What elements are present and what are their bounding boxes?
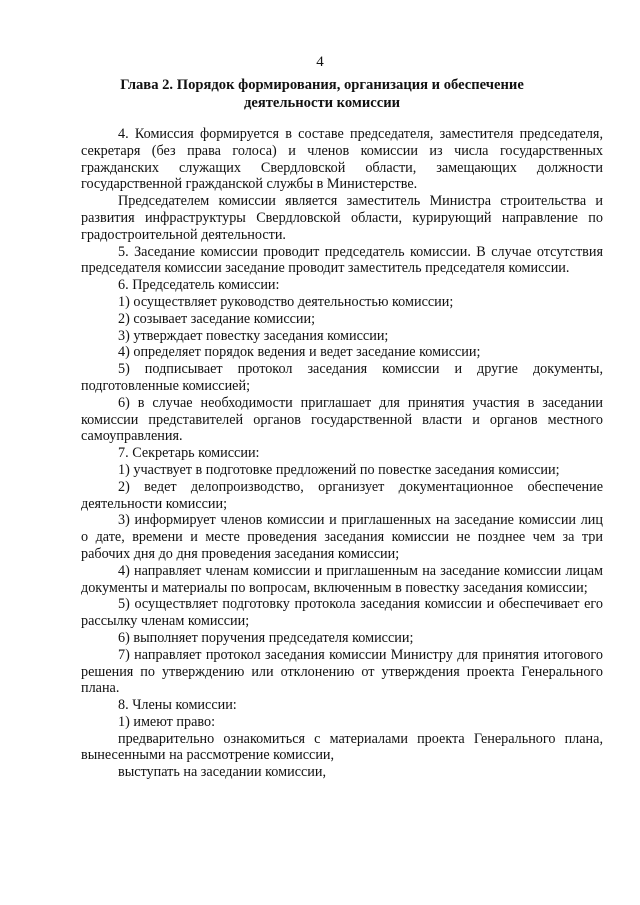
paragraph: 1) осуществляет руководство деятельностью комиссии; <box>118 293 454 310</box>
paragraph: 3) информирует членов комиссии и приглашенных на заседание комиссии лиц о дате, времени и месте проведения заседания комиссии не позднее чем за три рабочих дня до дня проведения заседания комиссии; <box>81 512 603 562</box>
paragraph: 7. Секретарь комиссии: <box>118 445 260 462</box>
document-body <box>81 126 603 781</box>
paragraph: 4. Комиссия формируется в составе председателя, заместителя председателя, секретаря (без права голоса) и членов комиссии из числа государственных гражданских служащих Свердловской области, замещающих должности государственной гражданской службы в Министерстве. <box>81 126 603 193</box>
paragraph: 1) участвует в подготовке предложений по повестке заседания комиссии; <box>118 461 560 478</box>
page-number: 4 <box>316 54 324 70</box>
paragraph: Председателем комиссии является заместитель Министра строительства и развития инфраструктуры Свердловской области, курирующий направление по градостроительной деятельности. <box>81 193 603 243</box>
paragraph: выступать на заседании комиссии, <box>118 764 327 781</box>
paragraph: 6) выполняет поручения председателя комиссии; <box>118 629 414 646</box>
paragraph: 4) определяет порядок ведения и ведет заседание комиссии; <box>118 344 481 361</box>
paragraph: 4) направляет членам комиссии и приглашенным на заседание комиссии лицам документы и материалы по вопросам, включенным в повестку заседания комиссии; <box>81 562 603 596</box>
paragraph: 1) имеют право: <box>118 713 216 730</box>
paragraph: 2) созывает заседание комиссии; <box>118 310 316 327</box>
paragraph: 6. Председатель комиссии: <box>118 277 280 294</box>
paragraph: 5) осуществляет подготовку протокола заседания комиссии и обеспечивает его рассылку членам комиссии; <box>81 596 603 630</box>
paragraph: 7) направляет протокол заседания комиссии Министру для принятия итогового решения по утверждению или отклонению от утверждения проекта Генерального плана. <box>81 646 603 697</box>
chapter-title <box>80 76 564 112</box>
paragraph: 2) ведет делопроизводство, организует документационное обеспечение деятельности комиссии; <box>81 478 603 512</box>
paragraph: 6) в случае необходимости приглашает для принятия участия в заседании комиссии представителей органов государственной власти и органов местного самоуправления. <box>81 394 603 445</box>
paragraph: 5) подписывает протокол заседания комиссии и другие документы, подготовленные комиссией; <box>81 361 603 394</box>
paragraph: 3) утверждает повестку заседания комиссии; <box>118 327 389 344</box>
chapter-title-line-1: Глава 2. Порядок формирования, организация и обеспечение <box>120 77 524 93</box>
chapter-title-line-2: деятельности комиссии <box>243 95 401 111</box>
paragraph: предварительно ознакомиться с материалами проекта Генерального плана, вынесенными на рассмотрение комиссии, <box>81 730 603 764</box>
paragraph: 8. Члены комиссии: <box>118 697 237 714</box>
paragraph: 5. Заседание комиссии проводит председатель комиссии. В случае отсутствия председателя комиссии заседание проводит заместитель председателя комиссии. <box>81 243 603 277</box>
